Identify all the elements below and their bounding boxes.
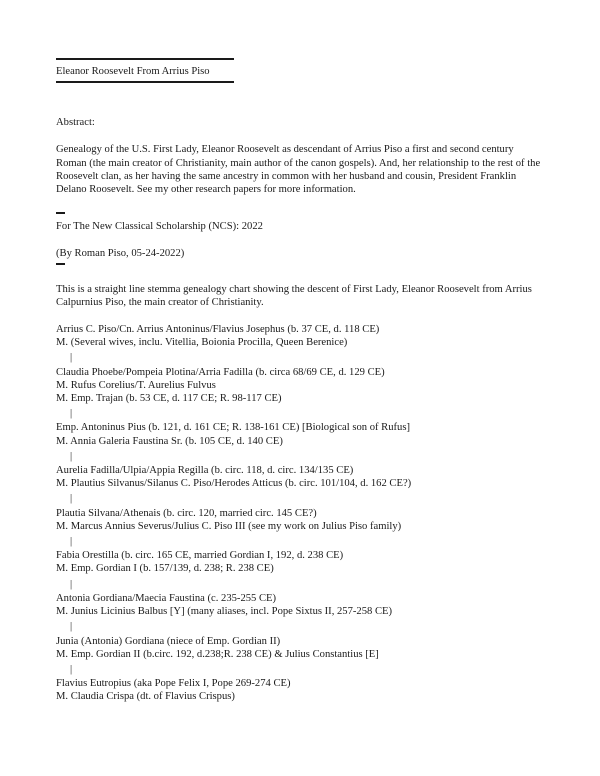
genealogy-chart (56, 323, 546, 703)
ancestor-line: Aurelia Fadilla/Ulpia/Appia Regilla (b. circ. 118, d. circ. 134/135 CE) (56, 465, 354, 477)
spouse-line: M. Annia Galeria Faustina Sr. (b. 105 CE, d. 140 CE) (56, 435, 283, 447)
byline: (By Roman Piso, 05-24-2022) (56, 248, 185, 260)
spouse-line: M. Junius Licinius Balbus [Y] (many aliases, incl. Pope Sixtus II, 257-258 CE) (56, 606, 393, 618)
ancestor-line: Plautia Silvana/Athenais (b. circ. 120, married circ. 145 CE?) (56, 507, 317, 519)
descent-connector: | (70, 663, 73, 675)
abstract-text: Genealogy of the U.S. First Lady, Eleanor Roosevelt as descendant of Arrius Piso a first and second century Roman (the main creator of Christianity, main author of the canon gospels). And, her relationship to the rest of the Roosevelt clan, as her having the same ancestry in common with her husband and cousin, President Franklin Delano Roosevelt. See my other research papers for more information. (56, 144, 541, 196)
ancestor-line: Fabia Orestilla (b. circ. 165 CE, married Gordian I, 192, d. 238 CE) (56, 550, 344, 562)
section-rule (56, 263, 65, 265)
spouse-line: M. Rufus Corelius/T. Aurelius Fulvus (56, 379, 216, 391)
document-title: Eleanor Roosevelt From Arrius Piso (56, 66, 210, 77)
spouse-line: M. Emp. Gordian I (b. 157/139, d. 238; R. 238 CE) (56, 563, 274, 575)
ancestor-line: Emp. Antoninus Pius (b. 121, d. 161 CE; R. 138-161 CE) [Biological son of Rufus] (56, 422, 411, 434)
descent-connector: | (70, 352, 73, 364)
descent-connector: | (70, 536, 73, 548)
descent-connector: | (70, 578, 73, 590)
title-rule-top (56, 58, 234, 60)
ancestor-line: Claudia Phoebe/Pompeia Plotina/Arria Fadilla (b. circa 68/69 CE, d. 129 CE) (56, 366, 385, 378)
publication-line: For The New Classical Scholarship (NCS): 2022 (56, 221, 263, 233)
spouse-line: M. Claudia Crispa (dt. of Flavius Crispus) (56, 691, 235, 703)
descent-connector: | (70, 493, 73, 505)
descent-connector: | (70, 621, 73, 633)
ancestor-line: Arrius C. Piso/Cn. Arrius Antoninus/Flavius Josephus (b. 37 CE, d. 118 CE) (56, 324, 380, 336)
spouse-line: M. Emp. Gordian II (b.circ. 192, d.238;R. 238 CE) & Julius Constantius [E] (56, 648, 379, 660)
ancestor-line: Flavius Eutropius (aka Pope Felix I, Pope 269-274 CE) (56, 678, 291, 690)
section-rule (56, 212, 65, 214)
abstract-heading: Abstract: (56, 117, 95, 129)
ancestor-line: Junia (Antonia) Gordiana (niece of Emp. Gordian II) (56, 635, 281, 647)
spouse-line: M. (Several wives, inclu. Vitellia, Boionia Procilla, Queen Berenice) (56, 337, 348, 349)
intro-text: This is a straight line stemma genealogy chart showing the descent of First Lady, Eleanor Roosevelt from Arrius Calpurnius Piso, the main creator of Christianity. (56, 283, 532, 308)
spouse-line: M. Plautius Silvanus/Silanus C. Piso/Herodes Atticus (b. circ. 101/104, d. 162 CE?) (56, 478, 412, 490)
descent-connector: | (70, 408, 73, 420)
descent-connector: | (70, 450, 73, 462)
document-page (56, 58, 546, 704)
title-rule-bottom (56, 81, 234, 83)
ancestor-line: Antonia Gordiana/Maecia Faustina (c. 235-255 CE) (56, 592, 277, 604)
spouse-line: M. Marcus Annius Severus/Julius C. Piso III (see my work on Julius Piso family) (56, 520, 402, 532)
spouse-line: M. Emp. Trajan (b. 53 CE, d. 117 CE; R. 98-117 CE) (56, 393, 282, 405)
